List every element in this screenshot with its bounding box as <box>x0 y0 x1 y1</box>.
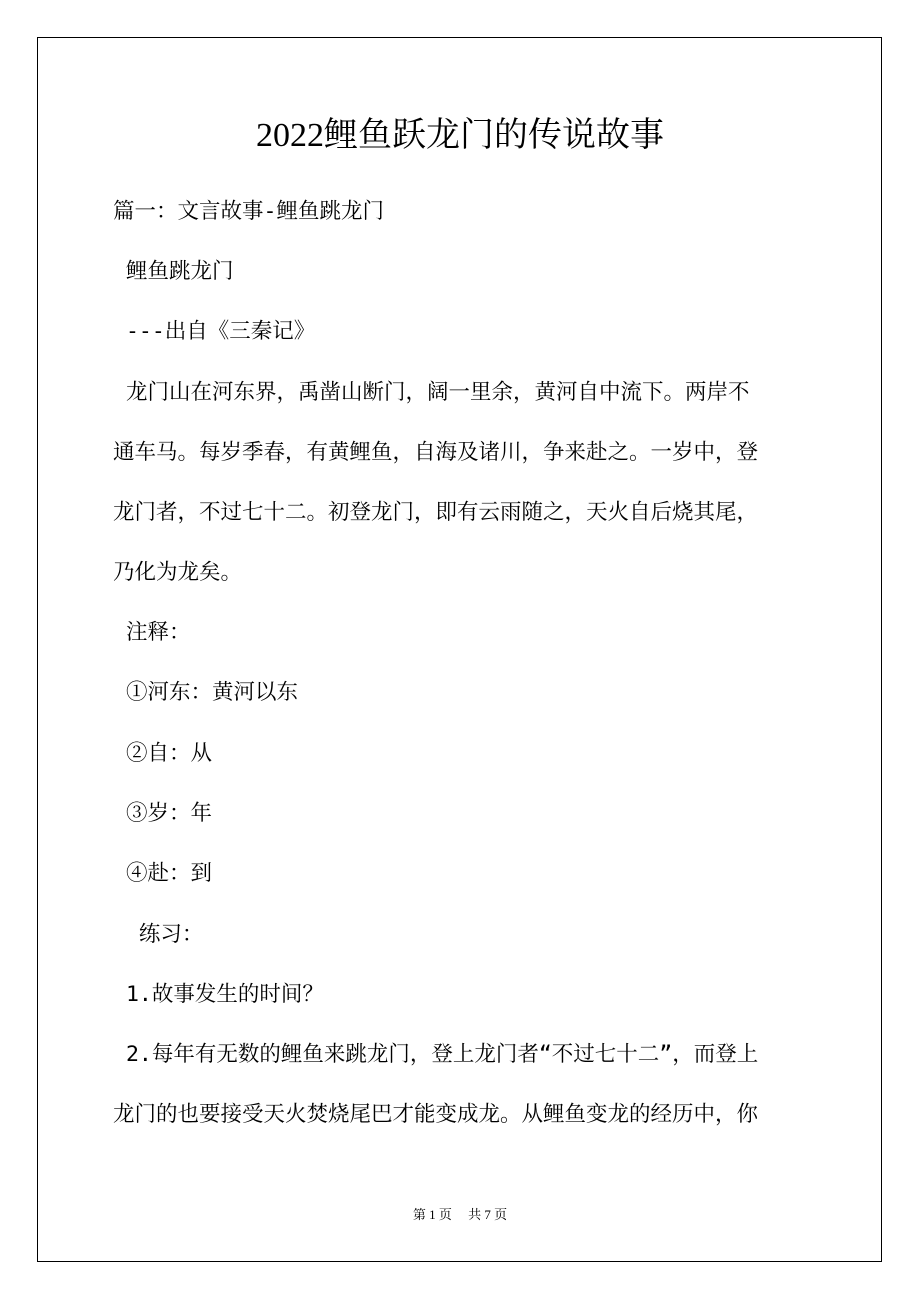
body-line: 通车马。每岁季春，有黄鲤鱼，自海及诸川，争来赴之。一岁中，登 <box>113 440 759 465</box>
note-item: ③岁：年 <box>113 801 212 826</box>
exercise-item: 1.故事发生的时间？ <box>113 982 324 1007</box>
section-heading: 篇一：文言故事-鲤鱼跳龙门 <box>113 199 384 224</box>
exercise-item: 2.每年有无数的鲤鱼来跳龙门，登上龙门者“不过七十二”，而登上 <box>113 1042 759 1067</box>
notes-heading: 注释： <box>113 620 191 645</box>
exercise-heading: 练习： <box>113 922 204 947</box>
document-title: 2022鲤鱼跃龙门的传说故事 <box>256 117 664 154</box>
story-source: ---出自《三秦记》 <box>113 319 316 344</box>
body-line: 乃化为龙矣。 <box>113 560 243 585</box>
page-number: 第 1 页 <box>412 1207 452 1222</box>
note-item: ④赴：到 <box>113 861 212 886</box>
body-line: 龙门者，不过七十二。初登龙门，即有云雨随之，天火自后烧其尾， <box>113 500 759 525</box>
note-item: ①河东：黄河以东 <box>113 680 298 705</box>
body-line: 龙门山在河东界，禹凿山断门，阔一里余，黄河自中流下。两岸不 <box>113 380 750 405</box>
story-title: 鲤鱼跳龙门 <box>113 259 234 284</box>
note-item: ②自：从 <box>113 741 212 766</box>
exercise-item: 龙门的也要接受天火焚烧尾巴才能变成龙。从鲤鱼变龙的经历中，你 <box>113 1102 759 1127</box>
page-total: 共 7 页 <box>468 1207 508 1222</box>
page-footer <box>0 1206 920 1224</box>
